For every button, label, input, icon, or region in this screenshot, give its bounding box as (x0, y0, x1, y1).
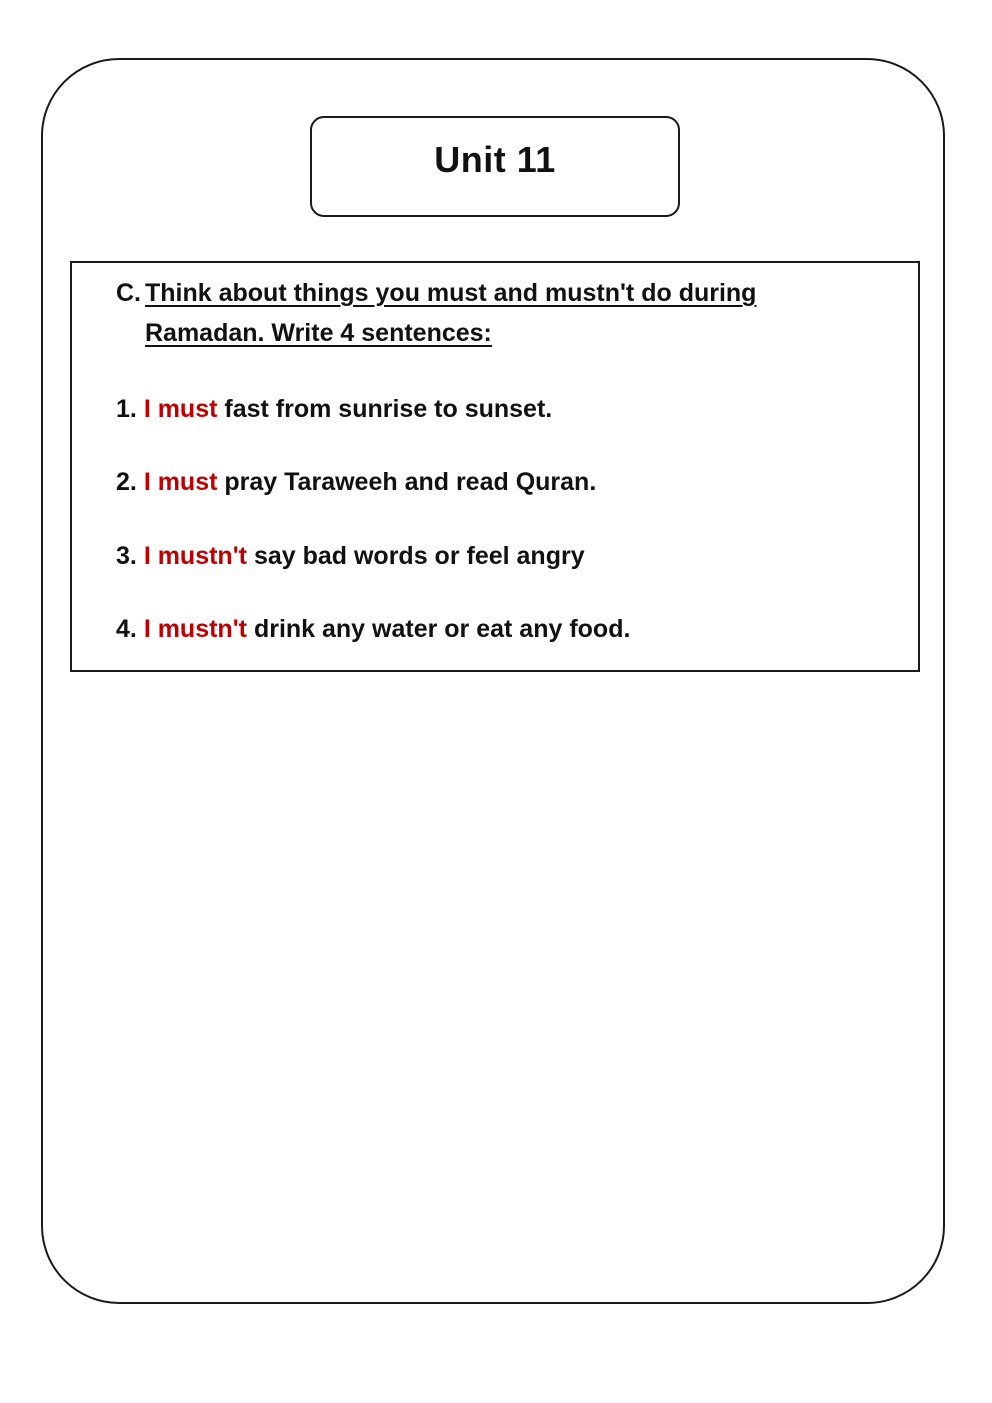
exercise-letter: C. (116, 279, 141, 307)
unit-title-box (310, 116, 680, 217)
sentence-number: 1. (116, 395, 137, 423)
sentence-modal: I must (143, 395, 218, 423)
sentence-number: 3. (116, 542, 137, 570)
sentence-1 (116, 393, 552, 425)
sentence-number: 2. (116, 468, 137, 496)
sentence-modal: I must (143, 468, 218, 496)
instruction-text: Think about things you must and mustn't do during Ramadan. Write 4 sentences: (145, 279, 757, 347)
sentence-rest: pray Taraweeh and read Quran. (224, 468, 597, 496)
sentence-number: 4. (116, 615, 137, 643)
sentence-2 (116, 466, 596, 498)
exercise-instruction (116, 273, 816, 353)
sentence-3 (116, 540, 585, 572)
sentence-rest: say bad words or feel angry (253, 542, 585, 570)
sentence-modal: I mustn't (143, 615, 247, 643)
page-frame (41, 58, 945, 1304)
sentence-rest: drink any water or eat any food. (253, 615, 631, 643)
exercise-box (70, 261, 920, 672)
unit-title: Unit 11 (434, 138, 556, 180)
sentence-modal: I mustn't (143, 542, 247, 570)
sentence-rest: fast from sunrise to sunset. (224, 395, 553, 423)
sentence-4 (116, 613, 630, 645)
